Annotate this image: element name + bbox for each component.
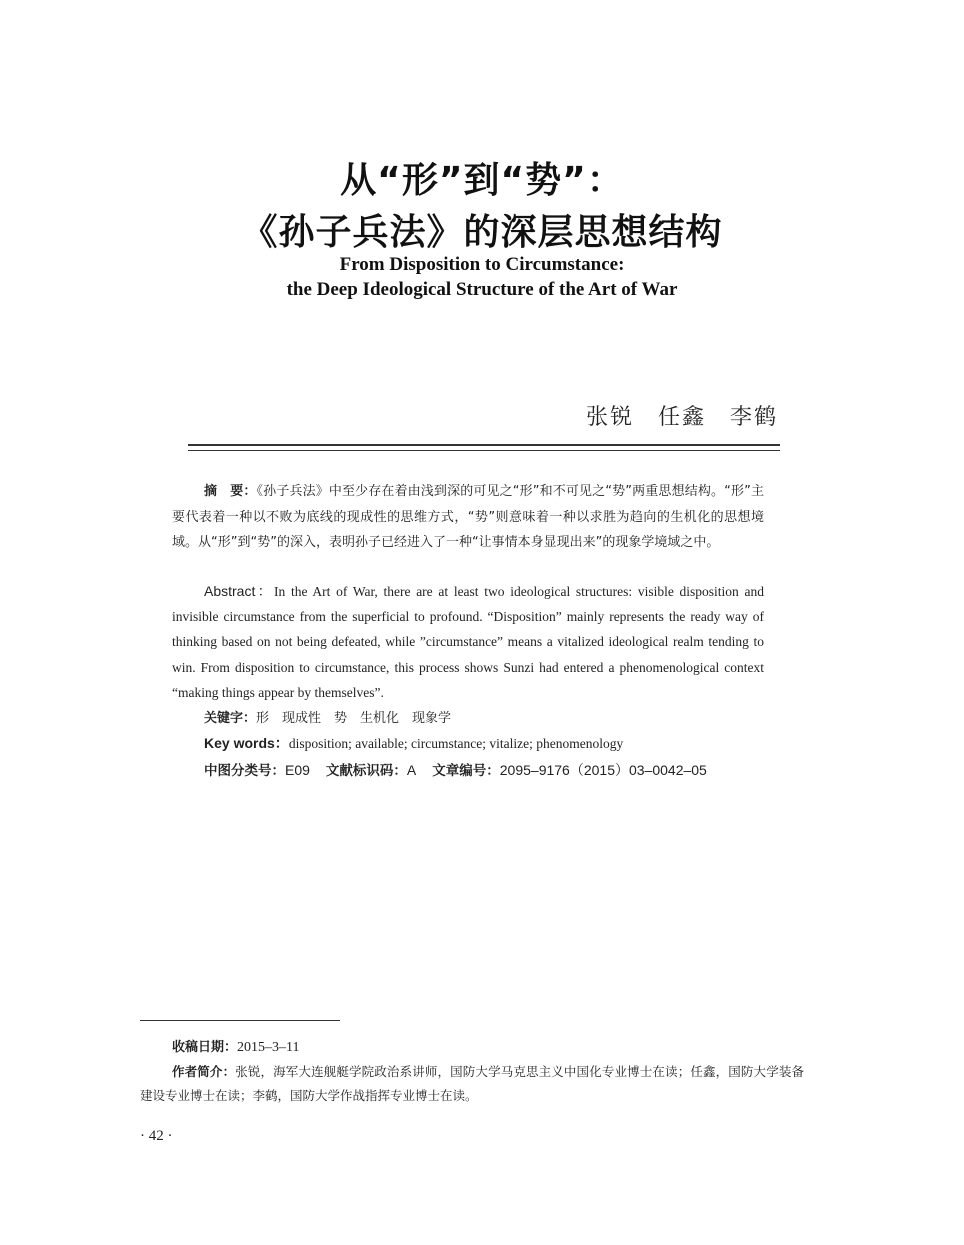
abstract-english <box>172 579 764 705</box>
keywords-english-text: disposition; available; circumstance; vitalize; phenomenology <box>288 736 624 751</box>
footnote-divider <box>140 1020 340 1021</box>
clc-value: E09 <box>285 762 310 778</box>
abstract-chinese <box>172 479 764 556</box>
document-code-value: A <box>406 762 417 778</box>
title-chinese-line-2: 《孙子兵法》的深层思想结构 <box>241 212 723 253</box>
abstract-english-text: In the Art of War, there are at least two ideological structures: visible disposition and invisible circumstance from the superficial to profound. “Disposition” mainly represents the ready way of thinking based on not being defeated, while ”circumstance” means a vitalized ideological realm tending to win. From disposition to circumstance, this process shows Sunzi had entered a phenomenological context “making things appear by themselves”. <box>172 584 764 700</box>
keywords-chinese-label: 关键字： <box>204 711 257 726</box>
abstract-chinese-label: 摘 要： <box>204 484 257 499</box>
received-date-value: 2015–3–11 <box>237 1040 300 1055</box>
article-number-label: 文章编号： <box>432 763 500 779</box>
title-english-line-1: From Disposition to Circumstance: <box>339 254 625 275</box>
abstract-chinese-text: 《孙子兵法》中至少存在着由浅到深的可见之“形”和不可见之“势”两重思想结构。“形”主要代表着一种以不败为底线的现成性的思维方式，“势”则意味着一种以求胜为趋向的生机化的思想境域。从“形”到“势”的深入，表明孙子已经进入了一种“让事情本身显现出来”的现象学境域之中。 <box>172 484 764 550</box>
title-chinese-line-1: 从“形”到“势”： <box>340 160 624 201</box>
document-code-label: 文献标识码： <box>325 763 407 779</box>
clc-label: 中图分类号： <box>204 763 285 779</box>
classification-codes <box>172 758 764 783</box>
article-number-value: 2095–9176（2015）03–0042–05 <box>499 762 707 778</box>
author-biography-label: 作者简介： <box>172 1064 236 1079</box>
keywords-chinese-text: 形 现成性 势 生机化 现象学 <box>256 711 452 726</box>
keywords-english <box>172 733 764 753</box>
title-english-line-2: the Deep Ideological Structure of the Art of War <box>286 279 678 300</box>
page-number: · 42 · <box>140 1128 173 1144</box>
title-divider-thin <box>188 450 780 451</box>
keywords-chinese <box>172 707 764 726</box>
received-date <box>172 1036 300 1056</box>
abstract-english-label: Abstract： <box>204 583 275 599</box>
author-biography-text: 张锐，海军大连舰艇学院政治系讲师，国防大学马克思主义中国化专业博士在读；任鑫，国防大学装备建设专业博士在读；李鹤，国防大学作战指挥专业博士在读。 <box>140 1064 804 1103</box>
keywords-english-label: Key words： <box>204 735 289 751</box>
title-divider-thick <box>188 444 780 446</box>
received-date-label: 收稿日期： <box>172 1040 238 1055</box>
author-biography <box>140 1060 804 1108</box>
author-names: 张锐 任鑫 李鹤 <box>585 405 778 430</box>
